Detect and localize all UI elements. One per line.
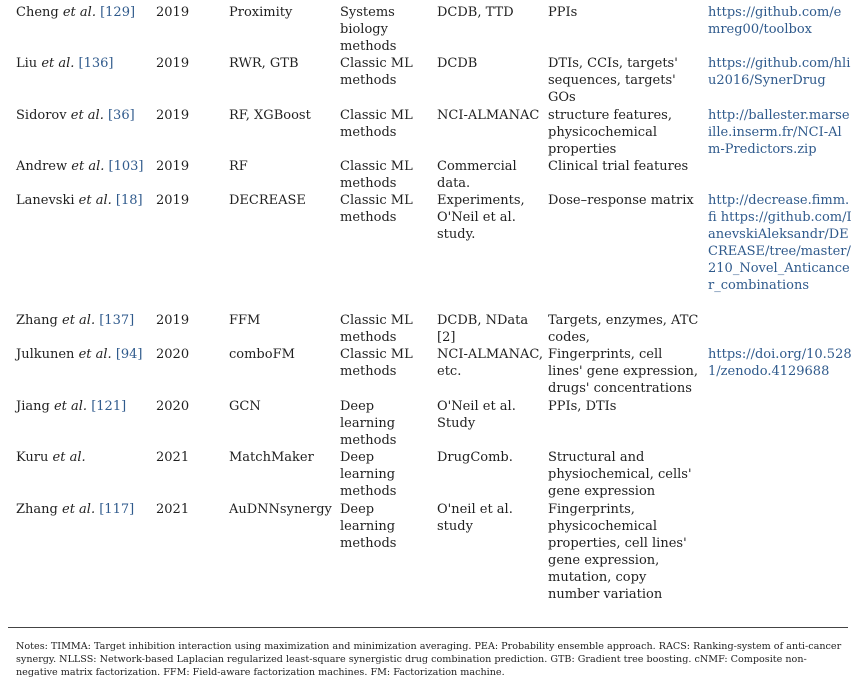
year-cell: 2021	[156, 502, 190, 517]
method-cell: FFM	[229, 313, 261, 328]
link-cell[interactable]: https://github.com/emreg00/toolbox	[708, 5, 842, 37]
link-cell[interactable]: https://doi.org/10.5281/zenodo.4129688	[708, 347, 852, 379]
data-cell: DCDB, TTD	[437, 5, 514, 20]
table-bottom-rule	[8, 627, 848, 628]
type-cell: Deep learning methods	[340, 502, 397, 551]
method-cell: RF, XGBoost	[229, 108, 311, 123]
data-cell: Experiments, O'Neil et al. study.	[437, 193, 525, 242]
features-cell: Clinical trial features	[548, 159, 689, 174]
features-cell: Fingerprints, physicochemical properties, cell lines' gene expression, mutation, copy number variation	[548, 502, 687, 602]
citation-link[interactable]: [117]	[99, 502, 135, 517]
type-cell: Deep learning methods	[340, 450, 397, 499]
method-cell: RWR, GTB	[229, 56, 299, 71]
citation-link[interactable]: [121]	[91, 399, 127, 414]
year-cell: 2021	[156, 450, 190, 465]
features-cell: Structural and physiochemical, cells' gene expression	[548, 450, 692, 499]
features-cell: PPIs, DTIs	[548, 399, 617, 414]
table-row	[0, 103, 856, 157]
table-row	[0, 308, 856, 345]
data-cell: DrugComb.	[437, 450, 513, 465]
citation-link[interactable]: [18]	[115, 193, 143, 208]
table-row	[0, 51, 856, 103]
citation-link[interactable]: [136]	[78, 56, 114, 71]
method-cell: comboFM	[229, 347, 295, 362]
data-cell: NCI-ALMANAC	[437, 108, 540, 123]
author-cell: Sidorov et al. [36]	[16, 108, 135, 123]
citation-link[interactable]: [137]	[99, 313, 135, 328]
author-cell: Zhang et al. [137]	[16, 313, 135, 328]
link-cell[interactable]: http://decrease.fimm.fi https://github.com/IanevskiAleksandr/DECREASE/tree/master/210_Novel_Anticancer_combinations	[708, 193, 852, 293]
year-cell: 2019	[156, 56, 190, 71]
features-cell: PPIs	[548, 5, 578, 20]
year-cell: 2019	[156, 159, 190, 174]
type-cell: Deep learning methods	[340, 399, 397, 448]
author-cell: Julkunen et al. [94]	[16, 347, 143, 362]
type-cell: Classic ML methods	[340, 56, 413, 88]
year-cell: 2019	[156, 5, 190, 20]
method-cell: DECREASE	[229, 193, 306, 208]
features-cell: DTIs, CCIs, targets' sequences, targets' GOs	[548, 56, 678, 105]
data-cell: O'Neil et al. Study	[437, 399, 516, 431]
author-cell: Liu et al. [136]	[16, 56, 114, 71]
type-cell: Classic ML methods	[340, 108, 413, 140]
author-cell: Andrew et al. [103]	[16, 159, 144, 174]
method-cell: GCN	[229, 399, 261, 414]
data-cell: DCDB	[437, 56, 478, 71]
author-cell: Jiang et al. [121]	[16, 399, 127, 414]
table-row	[0, 0, 856, 54]
data-cell: O'neil et al. study	[437, 502, 513, 534]
features-cell: Targets, enzymes, ATC codes,	[548, 313, 699, 345]
data-cell: NCI-ALMANAC, etc.	[437, 347, 543, 379]
method-cell: AuDNNsynergy	[229, 502, 332, 517]
type-cell: Classic ML methods	[340, 313, 413, 345]
method-cell: Proximity	[229, 5, 293, 20]
method-cell: RF	[229, 159, 248, 174]
features-cell: structure features, physicochemical properties	[548, 108, 672, 157]
year-cell: 2019	[156, 193, 190, 208]
year-cell: 2020	[156, 347, 190, 362]
year-cell: 2019	[156, 108, 190, 123]
data-cell: Commercial data.	[437, 159, 517, 191]
table-row	[0, 497, 856, 621]
table-row	[0, 154, 856, 191]
type-cell: Classic ML methods	[340, 347, 413, 379]
year-cell: 2020	[156, 399, 190, 414]
author-cell: Cheng et al. [129]	[16, 5, 136, 20]
author-cell: Zhang et al. [117]	[16, 502, 135, 517]
citation-link[interactable]: [94]	[115, 347, 143, 362]
type-cell: Classic ML methods	[340, 159, 413, 191]
method-cell: MatchMaker	[229, 450, 314, 465]
author-cell: Kuru et al.	[16, 450, 86, 465]
table-row	[0, 188, 856, 308]
link-cell[interactable]: http://ballester.marseille.inserm.fr/NCI-Alm-Predictors.zip	[708, 108, 850, 157]
table-row	[0, 445, 856, 497]
table-row	[0, 342, 856, 394]
data-cell: DCDB, NData [2]	[437, 313, 529, 345]
table-notes: Notes: TIMMA: Target inhibition interaction using maximization and minimization averaging. PEA: Probability ensemble approach. RACS: Ranking-system of anti-cancer synergy. NLLSS: Network-based Laplacian regularized least-square synergistic drug combination prediction. GTB: Gradient tree boosting. cNMF: Composite non-negative matrix factorization. FFM: Field-aware factorization machines. FM: Factorization machine.	[16, 641, 842, 678]
author-cell: Lanevski et al. [18]	[16, 193, 143, 208]
citation-link[interactable]: [129]	[100, 5, 136, 20]
table-row	[0, 394, 856, 448]
features-cell: Dose–response matrix	[548, 193, 694, 208]
citation-link[interactable]: [36]	[107, 108, 135, 123]
type-cell: Systems biology methods	[340, 5, 397, 54]
citation-link[interactable]: [103]	[108, 159, 144, 174]
type-cell: Classic ML methods	[340, 193, 413, 225]
link-cell[interactable]: https://github.com/hliu2016/SynerDrug	[708, 56, 851, 88]
year-cell: 2019	[156, 313, 190, 328]
features-cell: Fingerprints, cell lines' gene expression, drugs' concentrations	[548, 347, 699, 396]
